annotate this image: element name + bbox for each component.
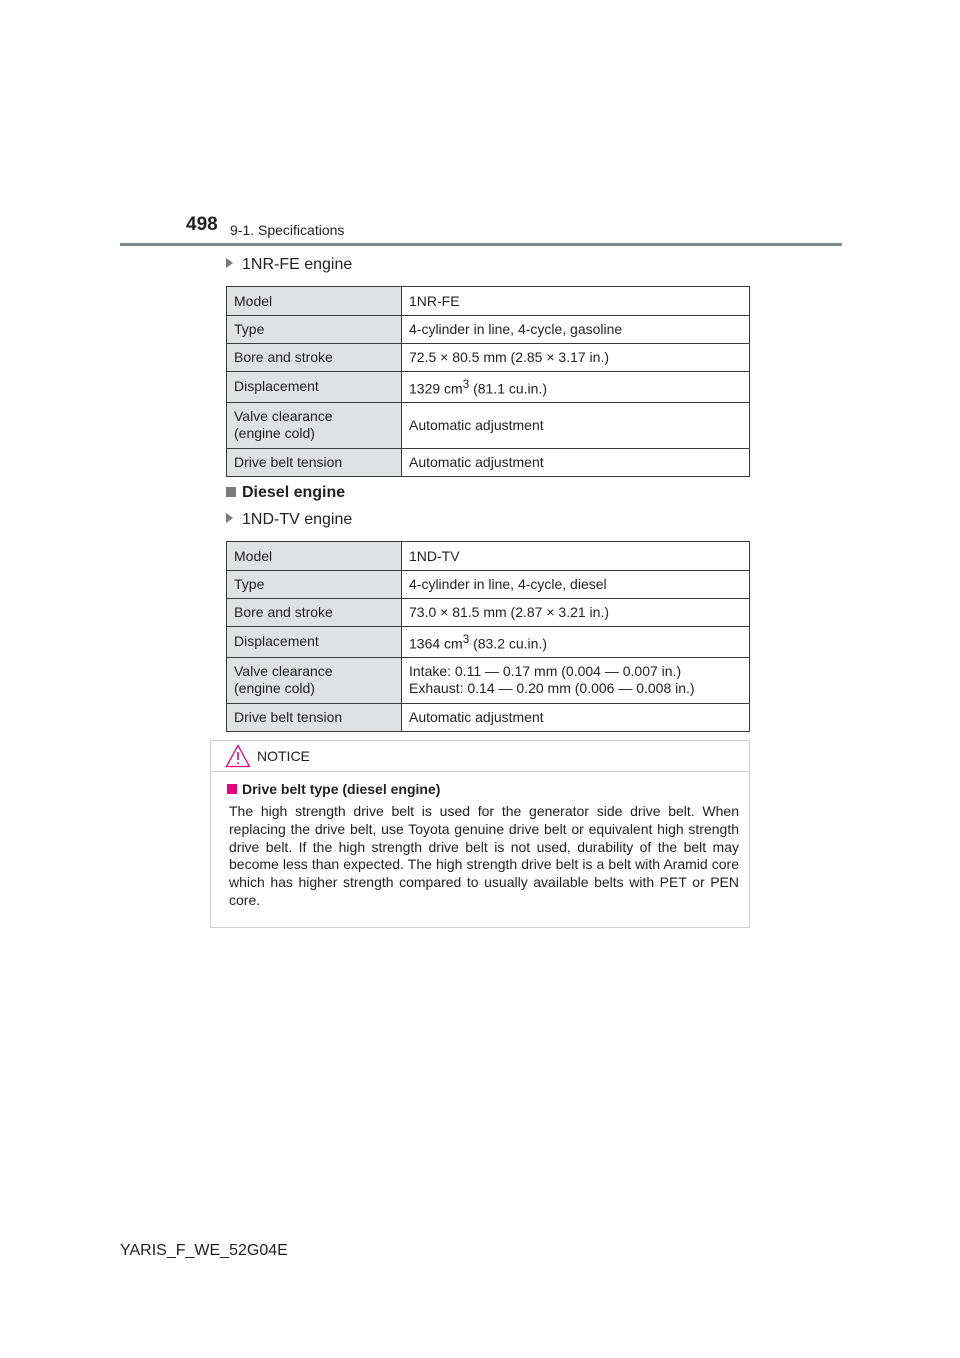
section-title: 9-1. Specifications	[230, 222, 345, 238]
displacement-value-imperial: (83.2 cu.in.)	[469, 635, 548, 652]
spec-key: Model	[227, 287, 402, 316]
spec-value: Automatic adjustment	[402, 703, 750, 731]
table-row	[227, 344, 750, 372]
subheading-1nd-tv	[226, 511, 352, 529]
spec-key: Displacement	[227, 627, 402, 658]
spec-value	[402, 627, 750, 658]
spec-value	[402, 372, 750, 403]
spec-key-line: (engine cold)	[234, 425, 315, 442]
spec-key-line: (engine cold)	[234, 680, 315, 697]
spec-value: 4-cylinder in line, 4-cycle, diesel	[402, 571, 750, 599]
subheading-1nr-fe	[226, 256, 352, 274]
page-number: 498	[186, 214, 218, 235]
table-row	[227, 657, 750, 703]
triangle-bullet-icon	[226, 258, 233, 268]
spec-key-line: Valve clearance	[234, 408, 333, 425]
spec-key	[227, 402, 402, 448]
spec-value: 73.0 × 81.5 mm (2.87 × 3.21 in.)	[402, 599, 750, 627]
spec-key: Displacement	[227, 372, 402, 403]
spec-value: Automatic adjustment	[402, 402, 750, 448]
subheading-label: 1ND-TV engine	[242, 511, 353, 528]
heading-label: Diesel engine	[242, 484, 346, 501]
displacement-value: 1364 cm	[409, 635, 463, 652]
displacement-value-imperial: (81.1 cu.in.)	[469, 380, 548, 397]
table-row	[227, 599, 750, 627]
spec-key: Type	[227, 571, 402, 599]
notice-item-title	[227, 781, 440, 797]
spec-value: 1NR-FE	[402, 287, 750, 316]
square-bullet-icon	[227, 784, 237, 794]
footer-doc-code: YARIS_F_WE_52G04E	[120, 1242, 288, 1259]
spec-key-line: Valve clearance	[234, 663, 333, 680]
diesel-engine-heading	[226, 484, 345, 502]
table-row	[227, 316, 750, 344]
spec-value: 72.5 × 80.5 mm (2.85 × 3.17 in.)	[402, 344, 750, 372]
spec-key: Drive belt tension	[227, 703, 402, 731]
table-row	[227, 372, 750, 403]
table-row	[227, 542, 750, 571]
square-bullet-icon	[226, 487, 236, 497]
displacement-value: 1329 cm	[409, 380, 463, 397]
superscript: 3	[462, 633, 470, 646]
table-row	[227, 703, 750, 731]
header-rule	[120, 243, 842, 246]
table-row	[227, 402, 750, 448]
notice-header	[211, 741, 749, 772]
exhaust-clearance: Exhaust: 0.14 — 0.20 mm (0.006 — 0.008 in.)	[409, 680, 695, 697]
spec-key: Drive belt tension	[227, 448, 402, 476]
spec-table-1nd-tv	[226, 541, 750, 732]
table-row	[227, 287, 750, 316]
warning-triangle-icon	[225, 744, 251, 773]
intake-clearance: Intake: 0.11 — 0.17 mm (0.004 — 0.007 in.)	[409, 663, 682, 680]
spec-key: Bore and stroke	[227, 599, 402, 627]
notice-label: NOTICE	[257, 748, 310, 764]
spec-value: 4-cylinder in line, 4-cycle, gasoline	[402, 316, 750, 344]
spec-key	[227, 657, 402, 703]
triangle-bullet-icon	[226, 513, 233, 523]
spec-value	[402, 657, 750, 703]
superscript: 3	[462, 378, 470, 391]
spec-key: Type	[227, 316, 402, 344]
spec-value: Automatic adjustment	[402, 448, 750, 476]
subheading-label: 1NR-FE engine	[242, 256, 353, 273]
table-row	[227, 571, 750, 599]
table-row	[227, 448, 750, 476]
spec-key: Bore and stroke	[227, 344, 402, 372]
table-row	[227, 627, 750, 658]
spec-table-1nr-fe	[226, 286, 750, 477]
notice-box	[210, 740, 750, 928]
spec-key: Model	[227, 542, 402, 571]
spec-value: 1ND-TV	[402, 542, 750, 571]
notice-item-title-text: Drive belt type (diesel engine)	[242, 781, 441, 797]
notice-body: The high strength drive belt is used for the generator side drive belt. When replacing the drive belt, use Toyota genuine drive belt or equivalent high strength drive belt. If the high strength drive belt is not used, durability of the belt may become less than expected. The high strength drive belt is a belt with Aramid core which has higher strength compared to usually available belts with PET or PEN core.	[229, 803, 739, 908]
